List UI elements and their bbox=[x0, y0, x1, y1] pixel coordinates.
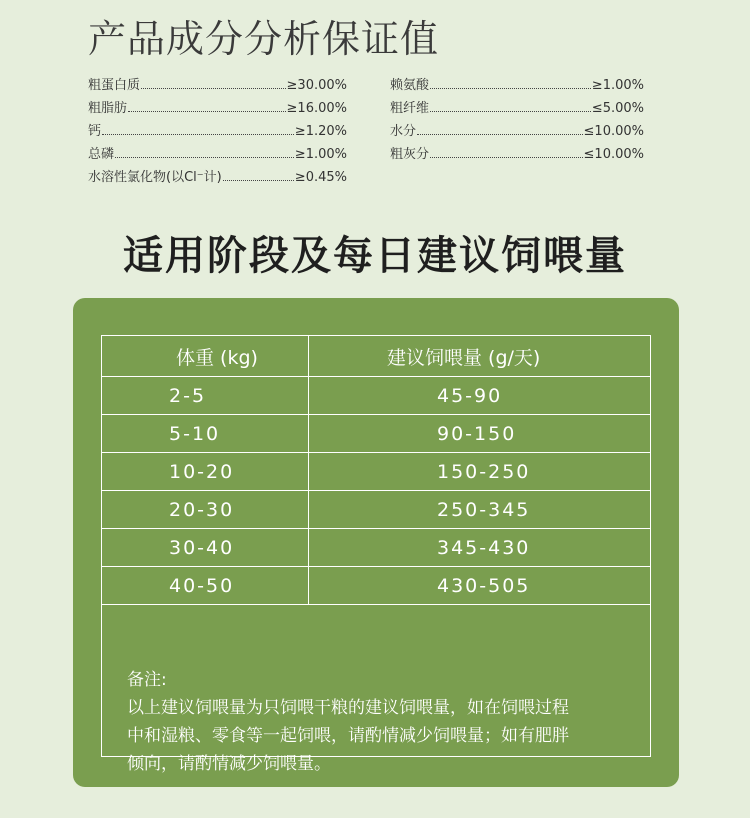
nutrient-value: ≤10.00% bbox=[583, 124, 644, 139]
leader-dots bbox=[128, 95, 286, 112]
notes-label: 备注: bbox=[127, 670, 167, 690]
amount-cell: 345-430 bbox=[309, 529, 651, 567]
nutrient-name: 总磷 bbox=[88, 147, 115, 162]
nutrient-name: 粗灰分 bbox=[390, 147, 430, 162]
notes-line: 以上建议饲喂量为只饲喂干粮的建议饲喂量，如在饲喂过程 bbox=[127, 698, 569, 718]
nutrient-value: ≤5.00% bbox=[591, 101, 644, 116]
analysis-row bbox=[390, 72, 644, 95]
table-row bbox=[102, 567, 650, 605]
nutrient-name: 粗脂肪 bbox=[88, 101, 128, 116]
page-title: 产品成分分析保证值 bbox=[88, 17, 440, 61]
nutrient-name: 钙 bbox=[88, 124, 102, 139]
weight-cell: 10-20 bbox=[102, 453, 309, 491]
analysis-row bbox=[390, 95, 644, 118]
header-amount: 建议饲喂量 (g/天) bbox=[309, 336, 651, 377]
analysis-column-left bbox=[88, 72, 347, 187]
analysis-row bbox=[88, 72, 347, 95]
feeding-guide-panel bbox=[73, 298, 679, 787]
feeding-table bbox=[102, 336, 650, 605]
leader-dots bbox=[102, 118, 294, 135]
analysis-row bbox=[390, 141, 644, 164]
analysis-row bbox=[88, 118, 347, 141]
nutrient-name: 赖氨酸 bbox=[390, 78, 430, 93]
weight-cell: 2-5 bbox=[102, 377, 309, 415]
table-row bbox=[102, 415, 650, 453]
leader-dots bbox=[430, 95, 591, 112]
weight-cell: 40-50 bbox=[102, 567, 309, 605]
nutrient-value: ≤10.00% bbox=[583, 147, 644, 162]
amount-cell: 150-250 bbox=[309, 453, 651, 491]
analysis-row bbox=[88, 164, 347, 187]
table-row bbox=[102, 491, 650, 529]
leader-dots bbox=[115, 141, 294, 158]
nutrient-name: 粗蛋白质 bbox=[88, 78, 141, 93]
amount-cell: 430-505 bbox=[309, 567, 651, 605]
nutrient-value: ≥30.00% bbox=[286, 78, 347, 93]
header-weight: 体重 (kg) bbox=[102, 336, 309, 377]
table-row bbox=[102, 453, 650, 491]
table-row bbox=[102, 529, 650, 567]
nutrient-name: 粗纤维 bbox=[390, 101, 430, 116]
leader-dots bbox=[223, 164, 294, 181]
nutrient-value: ≥0.45% bbox=[294, 170, 347, 185]
nutrient-value: ≥1.00% bbox=[591, 78, 644, 93]
section-title: 适用阶段及每日建议饲喂量 bbox=[123, 233, 627, 279]
amount-cell: 250-345 bbox=[309, 491, 651, 529]
analysis-row bbox=[390, 118, 644, 141]
notes-line: 倾向，请酌情减少饲喂量。 bbox=[127, 754, 331, 774]
nutrient-value: ≥1.00% bbox=[294, 147, 347, 162]
weight-cell: 5-10 bbox=[102, 415, 309, 453]
notes-line: 中和湿粮、零食等一起饲喂，请酌情减少饲喂量；如有肥胖 bbox=[127, 726, 569, 746]
analysis-row bbox=[88, 141, 347, 164]
amount-cell: 45-90 bbox=[309, 377, 651, 415]
table-header-row bbox=[102, 336, 650, 377]
analysis-row bbox=[88, 95, 347, 118]
nutrient-value: ≥1.20% bbox=[294, 124, 347, 139]
amount-cell: 90-150 bbox=[309, 415, 651, 453]
nutrient-name: 水分 bbox=[390, 124, 417, 139]
leader-dots bbox=[417, 118, 583, 135]
weight-cell: 30-40 bbox=[102, 529, 309, 567]
weight-cell: 20-30 bbox=[102, 491, 309, 529]
analysis-column-right bbox=[390, 72, 644, 164]
leader-dots bbox=[430, 141, 583, 158]
leader-dots bbox=[141, 72, 286, 89]
feeding-table-frame bbox=[101, 335, 651, 774]
nutrient-value: ≥16.00% bbox=[286, 101, 347, 116]
notes bbox=[127, 666, 642, 778]
table-row bbox=[102, 377, 650, 415]
nutrient-name: 水溶性氯化物(以Cl⁻计) bbox=[88, 170, 222, 185]
leader-dots bbox=[430, 72, 591, 89]
